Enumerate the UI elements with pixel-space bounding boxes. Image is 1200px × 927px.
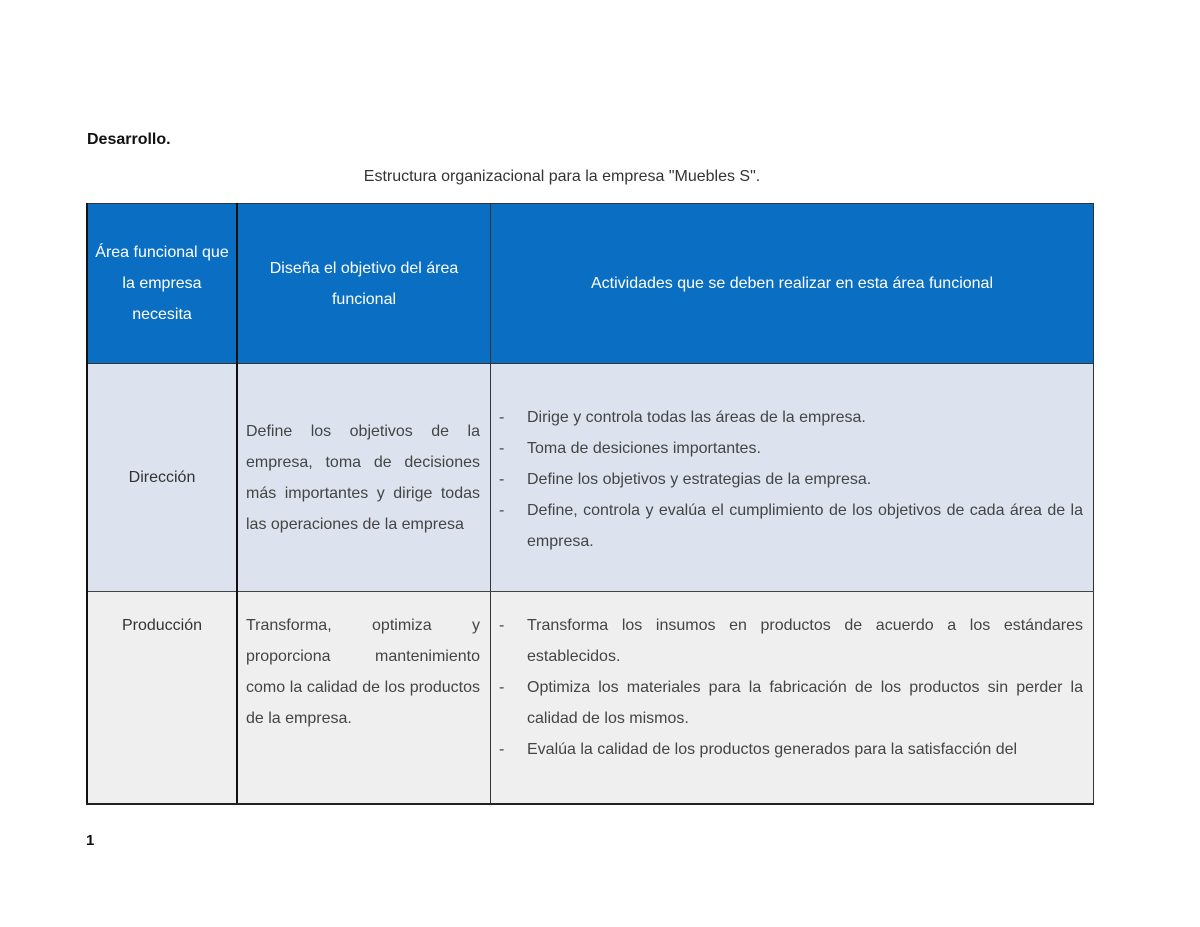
activity-item: - Define, controla y evalúa el cumplimiento de los objetivos de cada área de la empresa. — [497, 495, 1083, 557]
header-actividades: Actividades que se deben realizar en esta área funcional — [491, 204, 1094, 364]
org-structure-table — [86, 203, 1094, 805]
activity-item: - Optimiza los materiales para la fabricación de los productos sin perder la calidad de los mismos. — [497, 672, 1083, 734]
header-area-funcional: Área funcional que la empresa necesita — [87, 204, 237, 364]
activity-item: - Toma de desiciones importantes. — [497, 433, 1083, 464]
activities-list — [497, 402, 1083, 557]
table-row — [87, 364, 1094, 592]
table-caption: Estructura organizacional para la empresa "Muebles S". — [363, 168, 761, 185]
header-objetivo: Diseña el objetivo del área funcional — [237, 204, 491, 364]
activity-item: - Define los objetivos y estrategias de la empresa. — [497, 464, 1083, 495]
cell-objective: Define los objetivos de la empresa, toma de decisiones más importantes y dirige todas las operaciones de la empresa — [237, 364, 491, 592]
page-number: 1 — [86, 832, 95, 849]
header-row — [87, 204, 1094, 364]
cell-objective: Transforma, optimiza y proporciona mantenimiento como la calidad de los productos de la empresa. — [237, 592, 491, 805]
activities-list — [497, 610, 1083, 765]
table-header — [87, 204, 1094, 364]
cell-activities — [491, 364, 1094, 592]
activity-item: - Transforma los insumos en productos de acuerdo a los estándares establecidos. — [497, 610, 1083, 672]
cell-area: Dirección — [87, 364, 237, 592]
activity-item: - Dirige y controla todas las áreas de la empresa. — [497, 402, 1083, 433]
section-heading: Desarrollo. — [87, 131, 171, 148]
table-row — [87, 592, 1094, 805]
cell-area: Producción — [87, 592, 237, 805]
cell-activities — [491, 592, 1094, 805]
activity-item: - Evalúa la calidad de los productos generados para la satisfacción del — [497, 734, 1083, 765]
table-body — [87, 364, 1094, 805]
